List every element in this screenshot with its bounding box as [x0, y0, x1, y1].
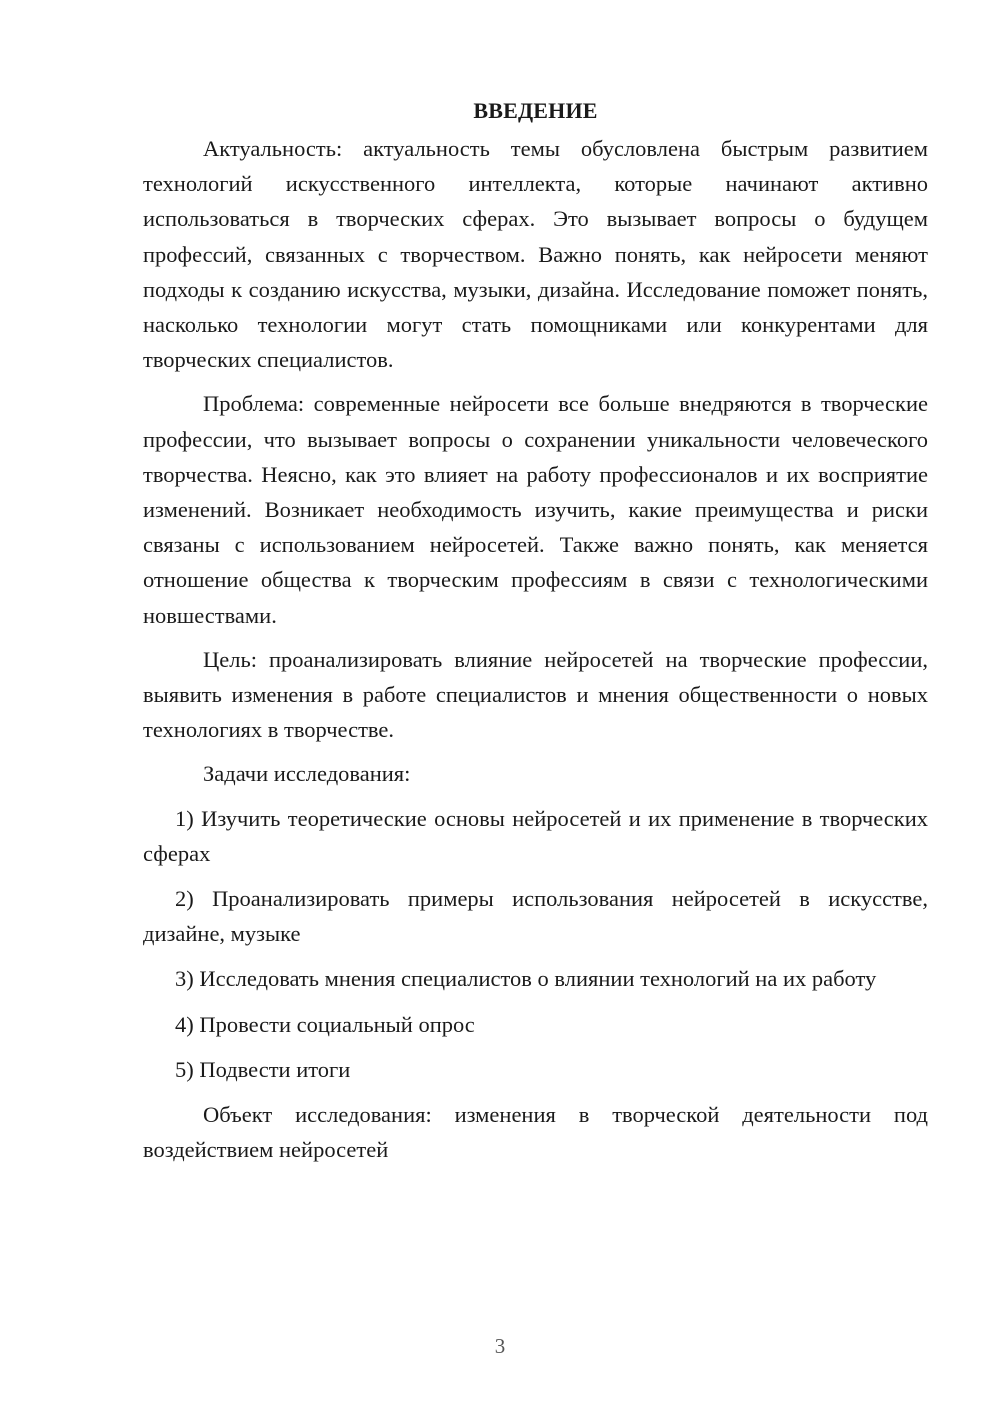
page-number: 3 — [494, 1334, 506, 1358]
tasks-heading: Задачи исследования: — [203, 761, 411, 787]
task-item-5: 5) Подвести итоги — [175, 1056, 351, 1082]
paragraph-relevance: Актуальность: актуальность темы обусловлена быстрым развитием технологий искусственного интеллекта, которые начинают активно использоваться в творческих сферах. Это вызывает вопросы о будущем профессий, связанных с творчеством. Важно понять, как нейросети меняют подходы к созданию искусства, музыки, дизайна. Исследование поможет понять, насколько технологии могут стать помощниками или конкурентами для творческих специалистов. — [143, 136, 928, 373]
task-item-4: 4) Провести социальный опрос — [175, 1011, 475, 1037]
paragraph-object: Объект исследования: изменения в творческой деятельности под воздействием нейросетей — [143, 1102, 928, 1163]
task-item-2: 2) Проанализировать примеры использования нейросетей в искусстве, дизайне, музыке — [143, 886, 928, 947]
paragraph-problem: Проблема: современные нейросети все больше внедряются в творческие профессии, что вызывает вопросы о сохранении уникальности человеческого творчества. Неясно, как это влияет на работу профессионалов и их восприятие изменений. Возникает необходимость изучить, какие преимущества и риски связаны с использованием нейросетей. Также важно понять, как меняется отношение общества к творческим профессиям в связи с технологическими новшествами. — [143, 391, 928, 628]
task-item-3: 3) Исследовать мнения специалистов о влиянии технологий на их работу — [175, 966, 877, 992]
document-page — [143, 96, 928, 1176]
section-title: ВВЕДЕНИЕ — [473, 98, 598, 123]
task-item-1: 1) Изучить теоретические основы нейросетей и их применение в творческих сферах — [143, 805, 928, 866]
paragraph-goal: Цель: проанализировать влияние нейросетей на творческие профессии, выявить изменения в работе специалистов и мнения общественности о новых технологиях в творчестве. — [143, 646, 928, 743]
